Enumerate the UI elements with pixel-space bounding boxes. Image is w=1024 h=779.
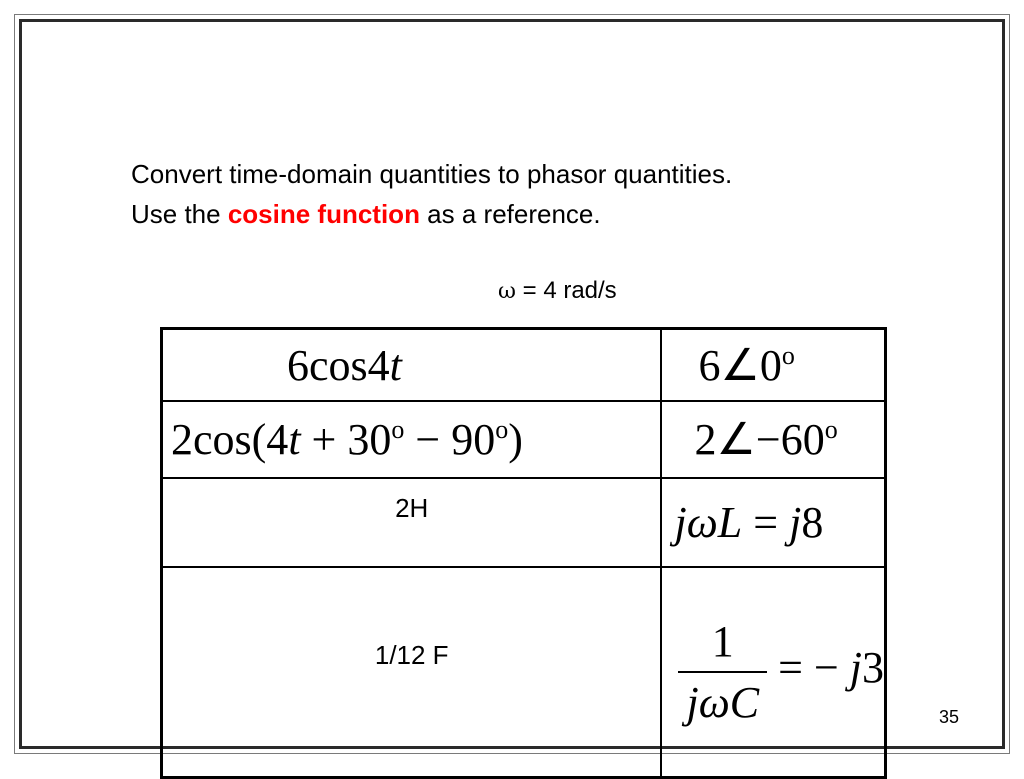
table-row (162, 478, 886, 567)
phase-angle: 30 (347, 415, 392, 464)
impedance-fraction (678, 616, 767, 728)
phasor-expression (694, 415, 837, 464)
impedance-value: 8 (801, 498, 824, 547)
impedance-value: 3 (862, 643, 884, 693)
omega-symbol: ω (698, 678, 730, 727)
omega-symbol: ω (686, 498, 718, 547)
omega-value: 4 rad/s (543, 277, 617, 304)
omega-symbol: ω (498, 279, 516, 304)
imaginary-unit: j (789, 498, 802, 547)
instruction-line-1: Convert time-domain quantities to phasor quantities. (131, 159, 733, 189)
page-number: 35 (939, 707, 960, 727)
degree-mark: o (824, 415, 838, 444)
function-name: cos(4 (193, 415, 289, 464)
instruction-prefix: Use the (131, 199, 228, 229)
imaginary-unit: j (674, 498, 687, 547)
argument-number: 4 (367, 340, 390, 390)
inductance-symbol: L (717, 498, 743, 547)
instruction-line-2 (131, 194, 732, 234)
inductor-value: 2H (395, 493, 429, 523)
imaginary-unit: j (686, 678, 699, 727)
phasor-expression (698, 341, 794, 390)
magnitude: 2 (694, 415, 717, 464)
degree-mark: o (391, 415, 405, 444)
inductor-impedance (674, 498, 823, 547)
highlight-cosine-function: cosine function (227, 199, 420, 229)
minus-sign: − (755, 415, 781, 464)
shift-angle: 90 (451, 415, 496, 464)
function-name: cos (309, 340, 368, 390)
degree-mark: o (781, 340, 795, 370)
capacitor-impedance (678, 617, 884, 727)
time-domain-cell (162, 401, 662, 478)
phasor-cell (661, 401, 885, 478)
capacitance-symbol: C (729, 678, 760, 727)
instruction-suffix: as a reference. (419, 199, 601, 229)
angular-frequency (498, 277, 617, 305)
time-domain-expression (287, 341, 402, 390)
angle-value: 0 (759, 340, 782, 390)
phasor-cell (661, 329, 885, 402)
omega-equals: = (515, 277, 544, 304)
coefficient: 6 (287, 340, 309, 390)
impedance-cell (661, 567, 885, 778)
fraction-numerator: 1 (711, 617, 734, 666)
angle-value: 60 (780, 415, 825, 464)
angle-symbol: ∠ (716, 415, 756, 464)
element-cell (162, 567, 662, 778)
time-variable: t (288, 415, 301, 464)
time-variable: t (389, 340, 402, 390)
table-row (162, 401, 886, 478)
minus-sign: − (404, 415, 452, 464)
equals-minus-sign: = − (767, 643, 850, 693)
time-domain-cell (162, 329, 662, 402)
equals-sign: = (742, 498, 790, 547)
element-cell (162, 478, 662, 567)
impedance-cell (661, 478, 885, 567)
plus-sign: + (300, 415, 348, 464)
time-domain-expression (171, 415, 523, 464)
imaginary-unit: j (849, 643, 862, 693)
magnitude: 6 (698, 340, 721, 390)
table-row (162, 567, 886, 778)
fraction-denominator (678, 671, 767, 728)
angle-symbol: ∠ (720, 340, 760, 390)
coefficient: 2 (171, 415, 193, 464)
phasor-table (160, 327, 887, 779)
close-paren: ) (508, 415, 523, 464)
table-row (162, 329, 886, 402)
degree-mark: o (495, 415, 509, 444)
capacitor-value: 1/12 F (374, 640, 449, 670)
instruction-text (131, 154, 732, 234)
